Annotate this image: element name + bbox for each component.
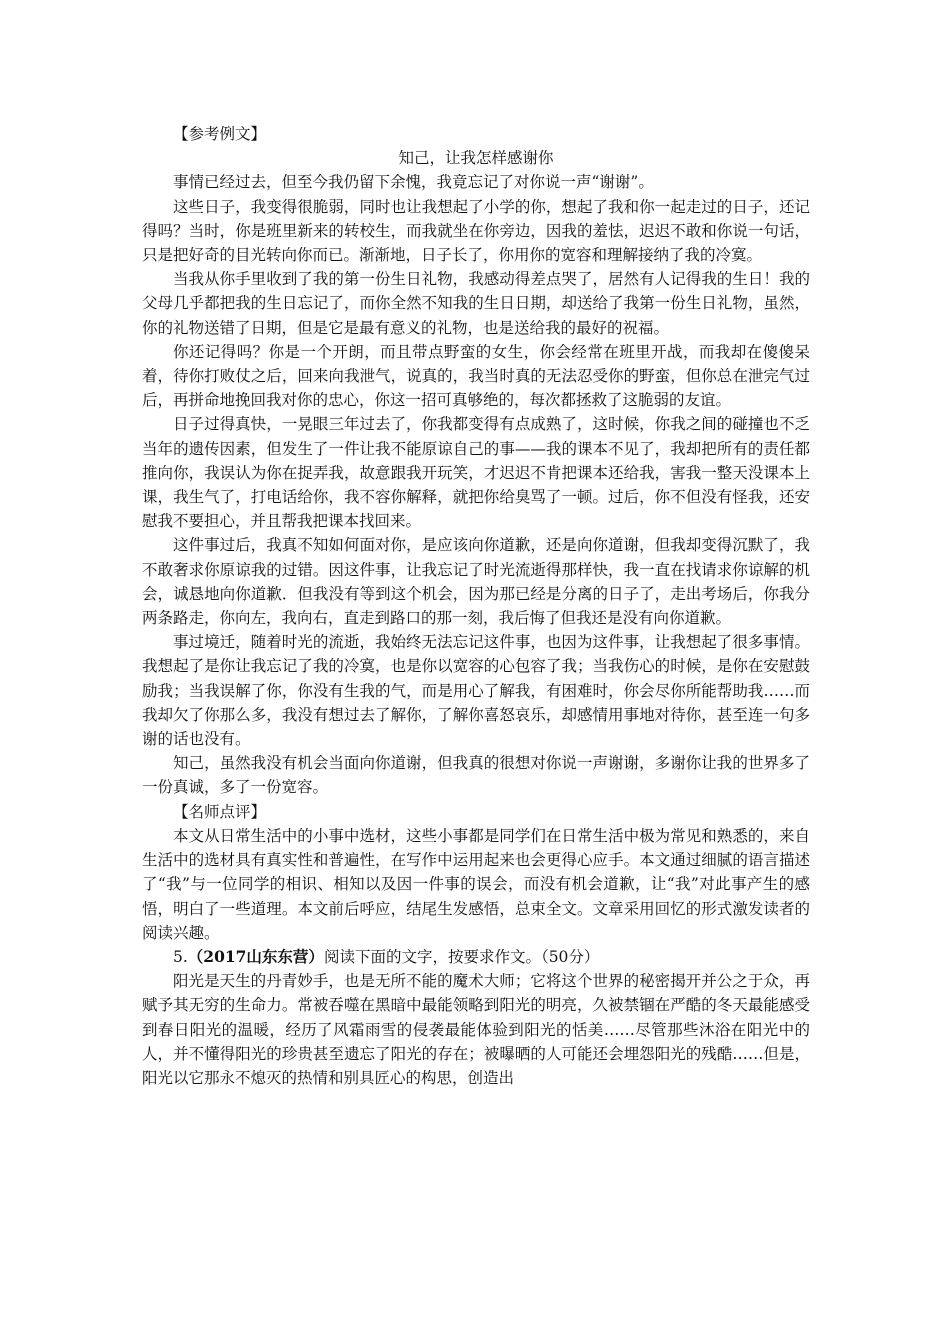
essay-paragraph: 这件事过后，我真不知如何面对你，是应该向你道歉，还是向你道谢，但我却变得沉默了，我不敢奢求你原谅我的过错。因这件事，让我忘记了时光流逝得那样快，我一直在找请求你谅解的机会，诚恳地向你道歉．但我没有等到这个机会，因为那已经是分离的日子了，走出考场后，你我分两条路走，你向左，我向右，直走到路口的那一刻，我后悔了但我还是没有向你道歉。 [142, 536, 810, 628]
essay-paragraph: 你还记得吗？你是一个开朗，而且带点野蛮的女生，你会经常在班里开战，而我却在傻傻呆着，待你打败仗之后，回来向我泄气，说真的，我当时真的无法忍受你的野蛮，但你总在泄完气过后，再拼命地挽回我对你的忠心，你这一招可真够绝的，每次都拯救了这脆弱的友谊。 [142, 342, 810, 410]
question-source: （2017山东东营） [187, 946, 324, 966]
essay-paragraph: 当我从你手里收到了我的第一份生日礼物，我感动得差点哭了，居然有人记得我的生日！我的父母几乎都把我的生日忘记了，而你全然不知我的生日日期，却送给了我第一份生日礼物，虽然，你的礼物送错了日期，但是它是最有意义的礼物，也是送给我的最好的祝福。 [142, 270, 810, 337]
essay-paragraph: 事过境迁，随着时光的流逝，我始终无法忘记这件事，也因为这件事，让我想起了很多事情。我想起了是你让我忘记了我的冷寞，也是你以宽容的心包容了我；当我伤心的时候，是你在安慰鼓励我；当我误解了你，你没有生我的气，而是用心了解我，有困难时，你会尽你所能帮助我……而我却欠了你那么多，我没有想过去了解你，了解你喜怒哀乐，却感情用事地对待你，甚至连一句多谢的话也没有。 [142, 633, 810, 749]
essay-paragraph: 日子过得真快，一晃眼三年过去了，你我都变得有点成熟了，这时候，你我之间的碰撞也不乏当年的遗传因素，但发生了一件让我不能原谅自己的事——我的课本不见了，我却把所有的责任都推向你，我误认为你在捉弄我，故意跟我开玩笑，才迟迟不肯把课本还给我，害我一整天没课本上课，我生气了，打电话给你，我不容你解释，就把你给臭骂了一顿。过后，你不但没有怪我，还安慰我不要担心，并且帮我把课本找回来。 [142, 415, 810, 531]
question-number: 5. [173, 947, 188, 966]
essay-title: 知己，让我怎样感谢你 [398, 149, 554, 168]
teacher-comment-text: 本文从日常生活中的小事中选材，这些小事都是同学们在日常生活中极为常见和熟悉的，来自生活中的选材具有真实性和普遍性，在写作中运用起来也会更得心应手。本文通过细腻的语言描述了“我”与一位同学的相识、相知以及因一件事的误会，而没有机会道歉，让“我”对此事产生的感悟，明白了一些道理。本文前后呼应，结尾生发感悟，总束全文。文章采用回忆的形式激发读者的阅读兴趣。 [142, 826, 810, 942]
essay-body [142, 170, 810, 799]
essay-paragraph: 这些日子，我变得很脆弱，同时也让我想起了小学的你，想起了我和你一起走过的日子，还记得吗？当时，你是班里新来的转校生，而我就坐在你旁边，因我的羞怯，迟迟不敢和你说一句话，只是把好奇的目光转向你而已。渐渐地，日子长了，你用你的宽容和理解接纳了我的冷寞。 [142, 197, 810, 265]
essay-paragraph: 事情已经过去，但至今我仍留下余愧，我竟忘记了对你说一声“谢谢”。 [173, 173, 654, 192]
question-instruction: 阅读下面的文字，按要求作文。（50分） [323, 947, 600, 966]
essay-paragraph: 知己，虽然我没有机会当面向你道谢，但我真的很想对你说一声谢谢，多谢你让我的世界多了一份真诚，多了一份宽容。 [142, 754, 810, 797]
document-page [142, 122, 810, 1090]
question-passage: 阳光是天生的丹青妙手，也是无所不能的魔术大师；它将这个世界的秘密揭开并公之于众，再赋予其无穷的生命力。常被吞噬在黑暗中最能领略到阳光的明亮，久被禁锢在严酷的冬天最能感受到春日阳光的温暖，经历了风霜雨雪的侵袭最能体验到阳光的恬美……尽管那些沐浴在阳光中的人，并不懂得阳光的珍贵甚至遗忘了阳光的存在；被曝晒的人可能还会埋怨阳光的残酷……但是，阳光以它那永不熄灭的热情和别具匠心的构思，创造出 [142, 972, 810, 1087]
question-prompt [142, 945, 810, 969]
teacher-comment-label: 【名师点评】 [173, 802, 267, 821]
reference-essay-label: 【参考例文】 [173, 125, 267, 143]
